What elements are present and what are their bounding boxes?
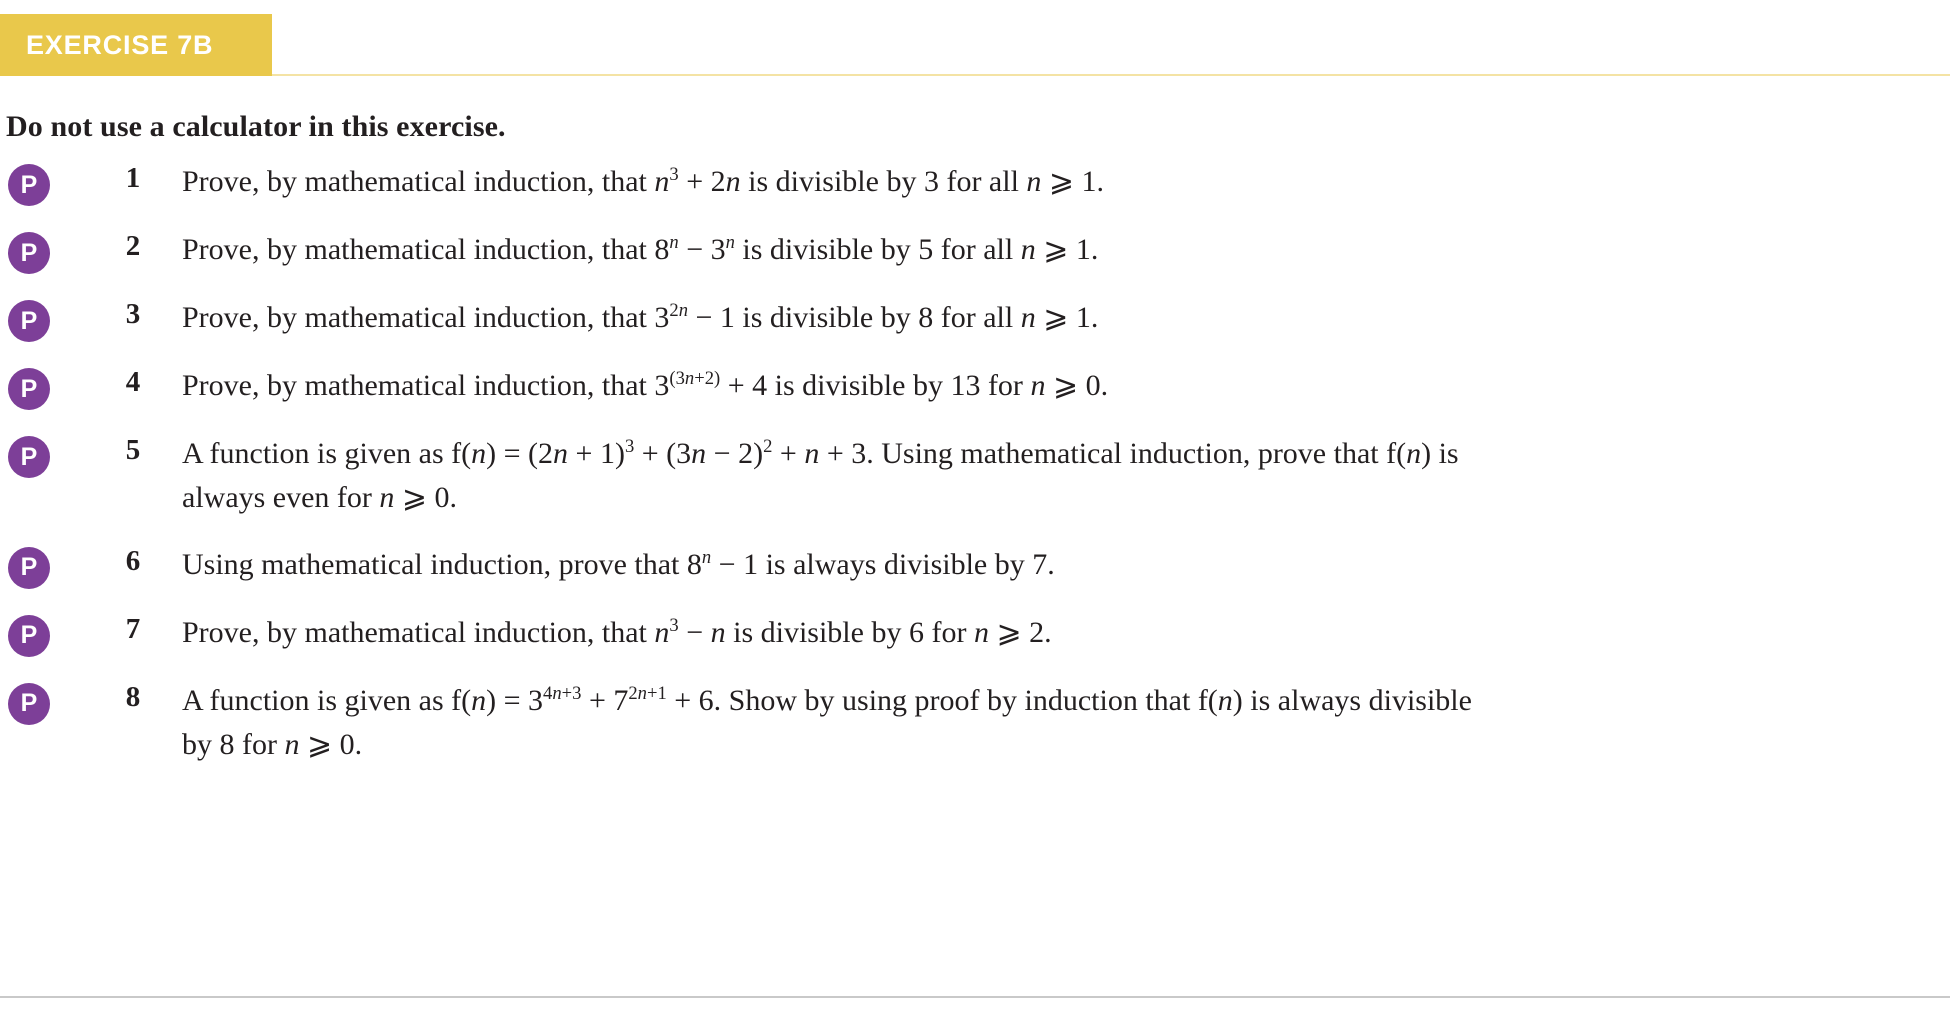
- question-list: [0, 160, 1950, 768]
- question-number: 4: [125, 366, 141, 398]
- proof-badge-icon: P: [8, 436, 50, 478]
- question-item: [0, 296, 1950, 342]
- question-item: [0, 611, 1950, 657]
- question-text-line: Prove, by mathematical induction, that $n^3 - n$ is divisible by 6 for n ⩾ 2.: [182, 614, 1052, 649]
- exercise-banner-label: EXERCISE 7B: [26, 29, 214, 60]
- question-text: [162, 543, 1922, 587]
- question-item: [0, 228, 1950, 274]
- proof-badge-icon: P: [8, 300, 50, 342]
- question-text: [162, 432, 1922, 521]
- proof-badge-icon: P: [8, 164, 50, 206]
- question-number: 8: [125, 680, 141, 713]
- question-item: [0, 432, 1950, 521]
- exercise-banner: [0, 14, 272, 76]
- question-item: [0, 160, 1950, 206]
- question-text: [162, 611, 1922, 655]
- question-item: [0, 364, 1950, 410]
- header-divider: [272, 74, 1950, 76]
- question-number: 5: [125, 434, 141, 466]
- question-text-line: always even for n ⩾ 0.: [182, 481, 458, 515]
- question-text-line: Prove, by mathematical induction, that $8^n - 3^n$ is divisible by 5 for all n ⩾ 1.: [182, 232, 1099, 266]
- question-text: [162, 296, 1922, 340]
- question-text-line: A function is given as $f(n) = 3^{4n+3} + 7^{2n+1} + 6$. Show by using proof by induction that f(n) is always divisible: [182, 682, 1472, 717]
- question-text-line: A function is given as $f(n) = (2n + 1)^3 + (3n - 2)^2 + n + 3$. Using mathematical induction, prove that f(n) is: [182, 436, 1459, 470]
- question-text: [162, 679, 1922, 768]
- exercise-instruction: Do not use a calculator in this exercise.: [6, 110, 506, 143]
- page-bottom-divider: [0, 996, 1950, 998]
- question-text: [162, 364, 1922, 408]
- exercise-header: [0, 0, 1950, 88]
- question-number: 1: [125, 162, 141, 194]
- question-text: [162, 160, 1922, 204]
- question-number: 6: [125, 544, 141, 577]
- question-text-line: Prove, by mathematical induction, that $3^{2n} - 1$ is divisible by 8 for all n ⩾ 1.: [182, 300, 1099, 334]
- question-text: [162, 228, 1922, 272]
- question-text-line: Using mathematical induction, prove that $8^n - 1$ is always divisible by 7.: [182, 546, 1055, 581]
- proof-badge-icon: P: [8, 368, 50, 410]
- question-item: [0, 679, 1950, 768]
- question-item: [0, 543, 1950, 589]
- question-number: 3: [125, 298, 141, 330]
- proof-badge-icon: P: [8, 547, 50, 589]
- question-text-line: by 8 for n ⩾ 0.: [182, 728, 363, 762]
- question-number: 2: [125, 230, 141, 262]
- proof-badge-icon: P: [8, 615, 50, 657]
- question-text-line: Prove, by mathematical induction, that $n^3 + 2n$ is divisible by 3 for all n ⩾ 1.: [182, 164, 1105, 198]
- question-text-line: Prove, by mathematical induction, that $3^{(3n+2)} + 4$ is divisible by 13 for n ⩾ 0.: [182, 368, 1109, 402]
- proof-badge-icon: P: [8, 232, 50, 274]
- proof-badge-icon: P: [8, 683, 50, 725]
- question-number: 7: [125, 612, 141, 645]
